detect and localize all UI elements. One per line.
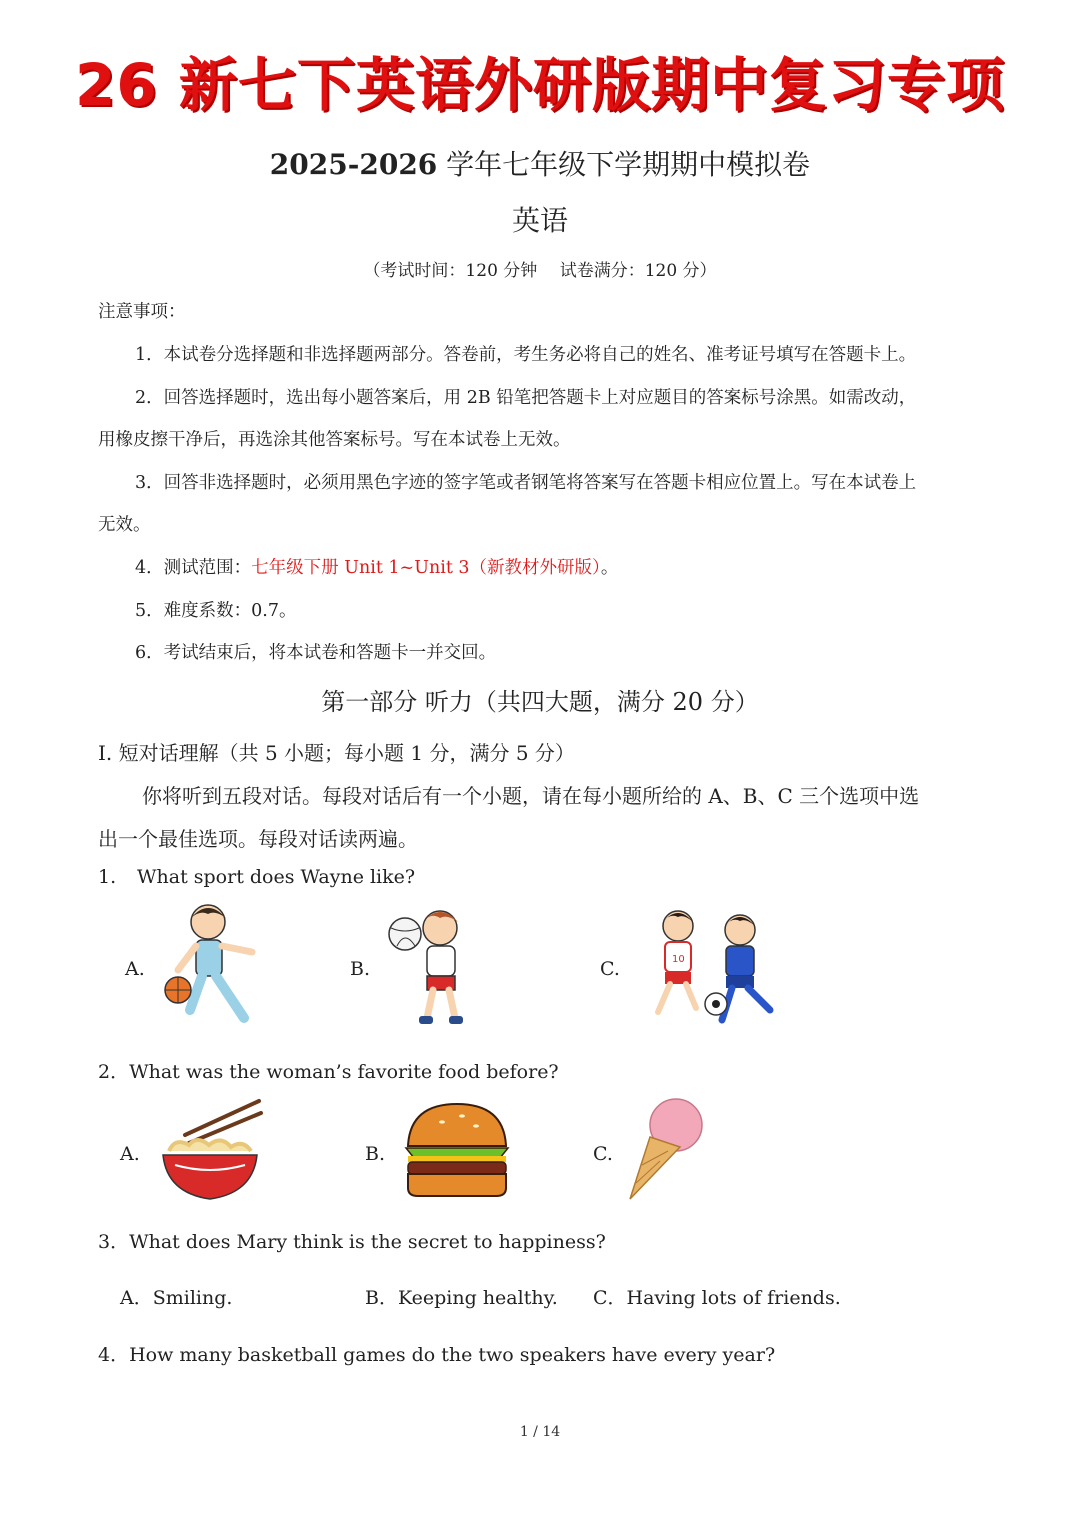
hamburger-icon xyxy=(402,1100,512,1200)
subject: 英语 xyxy=(511,204,568,237)
q3-option-c: C．Having lots of friends. xyxy=(593,1287,841,1309)
exam-info: （考试时间：120 分钟 试卷满分：120 分） xyxy=(363,261,717,281)
notice-heading: 注意事项： xyxy=(98,302,186,322)
noodles-icon xyxy=(155,1095,265,1205)
page-number: 1 / 14 xyxy=(519,1424,561,1440)
notice-item-2a: 2．回答选择题时，选出每小题答案后，用 2B 铅笔把答题卡上对应题目的答案标号涂黑。如需改动， xyxy=(135,388,917,408)
q4-text: 4．How many basketball games do the two speakers have every year? xyxy=(98,1344,776,1366)
part-1-heading: I. 短对话理解（共 5 小题；每小题 1 分，满分 5 分） xyxy=(98,741,575,765)
q1-option-b-label: B. xyxy=(350,958,371,980)
part-1-instruction-a: 你将听到五段对话。每段对话后有一个小题，请在每小题所给的 A、B、C 三个选项中选 xyxy=(142,784,920,808)
test-range: 七年级下册 Unit 1~Unit 3（新教材外研版） xyxy=(251,558,601,578)
q1-number: 1. xyxy=(98,866,117,888)
notice-item-5: 5．难度系数：0.7。 xyxy=(135,601,297,621)
q3-option-a: A．Smiling. xyxy=(120,1287,233,1309)
svg-text:10: 10 xyxy=(672,954,685,965)
q1-option-a-label: A. xyxy=(125,958,145,980)
q2-option-c-label: C. xyxy=(593,1143,613,1165)
notice-item-6: 6．考试结束后，将本试卷和答题卡一并交回。 xyxy=(135,643,497,663)
q1-option-c-label: C. xyxy=(600,958,620,980)
volleyball-player-icon xyxy=(385,900,485,1030)
q2-option-b-label: B. xyxy=(365,1143,386,1165)
exam-title-rest: 学年七年级下学期期中模拟卷 xyxy=(437,148,811,181)
notice-item-3a: 3．回答非选择题时，必须用黑色字迹的签字笔或者钢笔将答案写在答题卡相应位置上。写在本试卷上 xyxy=(135,473,917,493)
notice-item-1: 1．本试卷分选择题和非选择题两部分。答卷前，考生务必将自己的姓名、准考证号填写在答题卡上。 xyxy=(135,345,917,365)
notice-item-3b: 无效。 xyxy=(98,515,151,535)
exam-title-year: 2025-2026 xyxy=(269,148,438,181)
notice-item-4-prefix: 4．测试范围： xyxy=(135,558,252,578)
q3-option-b: B．Keeping healthy. xyxy=(365,1287,558,1309)
q3-text: 3．What does Mary think is the secret to happiness? xyxy=(98,1231,606,1253)
basketball-player-icon xyxy=(160,900,270,1030)
part-1-instruction-b: 出一个最佳选项。每段对话读两遍。 xyxy=(98,827,418,851)
q2-option-a-label: A. xyxy=(120,1143,140,1165)
q1-text: What sport does Wayne like? xyxy=(137,866,416,888)
notice-item-4-suffix: 。 xyxy=(600,558,619,578)
q2-text: 2．What was the woman’s favorite food before? xyxy=(98,1061,559,1083)
exam-title xyxy=(0,143,1080,183)
ice-cream-icon xyxy=(620,1095,710,1205)
soccer-players-icon xyxy=(640,900,800,1030)
banner-title: 26 新七下英语外研版期中复习专项 xyxy=(75,51,1005,119)
notice-item-2b: 用橡皮擦干净后，再选涂其他答案标号。写在本试卷上无效。 xyxy=(98,430,571,450)
section-1-title: 第一部分 听力（共四大题，满分 20 分） xyxy=(321,688,759,716)
notice-item-4 xyxy=(135,554,618,579)
